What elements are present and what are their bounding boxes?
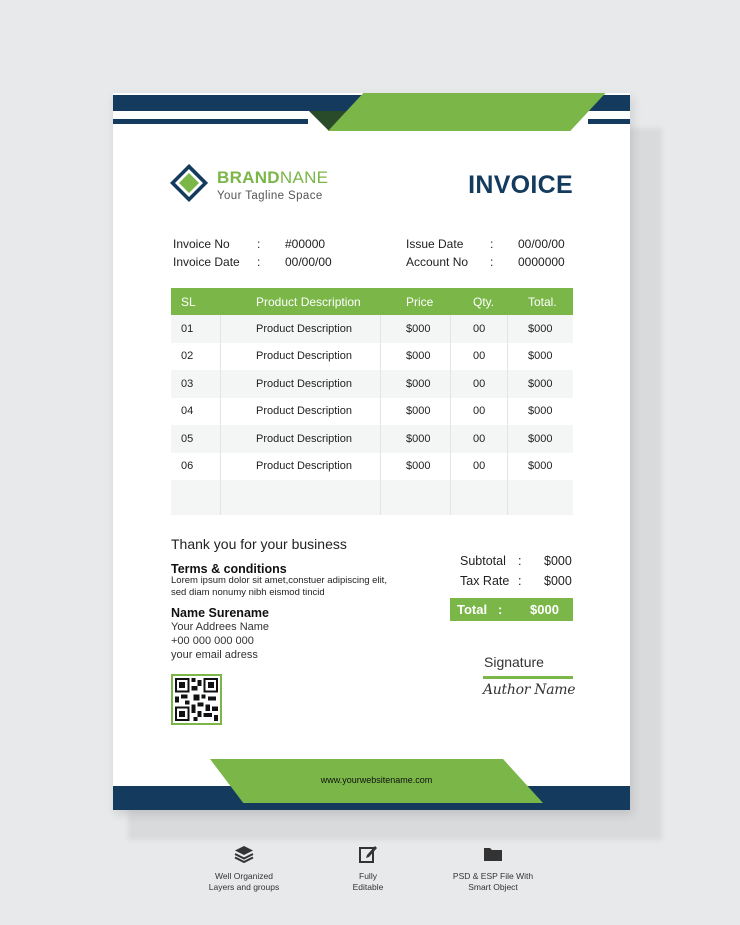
subtotal-value: $000 [544, 554, 572, 568]
info-label: Issue Date [406, 237, 464, 251]
table-row [171, 425, 573, 453]
header-total: Total. [528, 294, 557, 309]
cell-sl: 05 [171, 425, 221, 453]
feature-line: Editable [352, 882, 384, 892]
feature-line: Fully [359, 871, 377, 881]
empty-cell [508, 480, 573, 515]
terms-text [171, 575, 421, 599]
folder-icon [438, 843, 548, 865]
cell-total: $000 [528, 377, 553, 390]
info-row [173, 253, 332, 271]
cell-price: $000 [381, 343, 451, 371]
total-bar [450, 598, 573, 621]
empty-cell [171, 480, 221, 515]
signature-line [483, 676, 573, 679]
cell-sl: 03 [171, 370, 221, 398]
info-value: 00/00/00 [285, 255, 332, 269]
tax-row [460, 571, 572, 591]
cell-qty: 00 [451, 315, 508, 343]
cell-sl: 06 [171, 453, 221, 481]
cell-price: $000 [381, 370, 451, 398]
brand-name [217, 168, 328, 188]
feature-editable [313, 843, 423, 893]
contact-name: Name Surename [171, 606, 269, 620]
feature-line: Layers and groups [208, 882, 280, 892]
feature-layers [189, 843, 299, 893]
cell-price: $000 [381, 425, 451, 453]
cell-total: $000 [528, 405, 553, 418]
layers-icon [189, 843, 299, 865]
empty-cell [221, 480, 381, 515]
info-label: Invoice No [173, 237, 230, 251]
table-row [171, 453, 573, 481]
feature-psd [438, 843, 548, 893]
totals-block [460, 551, 572, 591]
feature-line: Well Organized [215, 871, 273, 881]
cell-sl: 01 [171, 315, 221, 343]
diamond-logo-icon [169, 163, 209, 203]
info-label: Invoice Date [173, 255, 240, 269]
table-row [171, 398, 573, 426]
invoice-info-left [173, 235, 332, 271]
subtotal-separator: : [518, 554, 522, 568]
cell-qty: 00 [451, 425, 508, 453]
terms-line: sed diam nonumy nibh eismod tincid [171, 587, 325, 598]
info-value: 0000000 [518, 255, 565, 269]
terms-title: Terms & conditions [171, 562, 287, 576]
feature-line: PSD & ESP File With [452, 871, 534, 881]
total-separator: : [498, 602, 503, 617]
header-green-shape [328, 93, 613, 131]
invoice-title: INVOICE [468, 171, 573, 199]
contact-address: Your Addrees Name [171, 621, 270, 633]
invoice-page [113, 93, 630, 810]
cell-description: Product Description [221, 370, 381, 398]
empty-cell [451, 480, 508, 515]
info-row [406, 235, 565, 253]
edit-icon [313, 843, 423, 865]
cell-description: Product Description [221, 453, 381, 481]
table-header [171, 288, 573, 315]
header-price: Price [406, 294, 434, 309]
contact-email: your email adress [171, 649, 258, 661]
info-row [406, 253, 565, 271]
cell-sl: 02 [171, 343, 221, 371]
invoice-info-right [406, 235, 565, 271]
info-row [173, 235, 332, 253]
cell-description: Product Description [221, 398, 381, 426]
cell-total: $000 [528, 460, 553, 473]
brand-tagline: Your Tagline Space [217, 190, 323, 202]
cell-price: $000 [381, 453, 451, 481]
cell-price: $000 [381, 315, 451, 343]
feature-line: Smart Object [468, 882, 518, 892]
items-table [171, 288, 573, 515]
info-separator: : [257, 255, 261, 269]
table-row [171, 370, 573, 398]
info-separator: : [490, 255, 494, 269]
cell-total: $000 [528, 322, 553, 335]
brand-name-part2: NANE [279, 168, 329, 187]
header-description: Product Description [256, 294, 361, 309]
info-value: 00/00/00 [518, 237, 565, 251]
cell-qty: 00 [451, 370, 508, 398]
brand-name-part1: BRAND [217, 168, 280, 187]
qr-code-icon [171, 674, 222, 725]
subtotal-row [460, 551, 572, 571]
cell-qty: 00 [451, 398, 508, 426]
tax-label: Tax Rate [460, 574, 510, 588]
terms-line: Lorem ipsum dolor sit amet,constuer adipiscing elit, [171, 575, 387, 586]
subtotal-label: Subtotal [460, 554, 506, 568]
total-label: Total [457, 602, 488, 617]
cell-qty: 00 [451, 453, 508, 481]
signature-label: Signature [484, 654, 544, 670]
cell-description: Product Description [221, 343, 381, 371]
table-row [171, 343, 573, 371]
cell-description: Product Description [221, 315, 381, 343]
info-separator: : [257, 237, 261, 251]
cell-price: $000 [381, 398, 451, 426]
info-value: #00000 [285, 237, 326, 251]
contact-phone: +00 000 000 000 [171, 635, 254, 647]
signature-author: Author Name [483, 682, 576, 698]
cell-sl: 04 [171, 398, 221, 426]
cell-description: Product Description [221, 425, 381, 453]
table-row [171, 315, 573, 343]
cell-total: $000 [528, 432, 553, 445]
contact-details [171, 620, 269, 662]
thanks-message: Thank you for your business [171, 536, 347, 552]
header-sl: SL [181, 294, 196, 309]
tax-separator: : [518, 574, 522, 588]
table-body [171, 315, 573, 515]
tax-value: $000 [544, 574, 572, 588]
table-row-empty [171, 480, 573, 515]
header-qty: Qty. [473, 294, 495, 309]
info-label: Account No [406, 255, 469, 269]
total-value: $000 [530, 602, 559, 617]
website-link[interactable]: www.yourwebsitename.com [320, 775, 433, 785]
info-separator: : [490, 237, 494, 251]
empty-cell [381, 480, 451, 515]
cell-total: $000 [528, 350, 553, 363]
cell-qty: 00 [451, 343, 508, 371]
